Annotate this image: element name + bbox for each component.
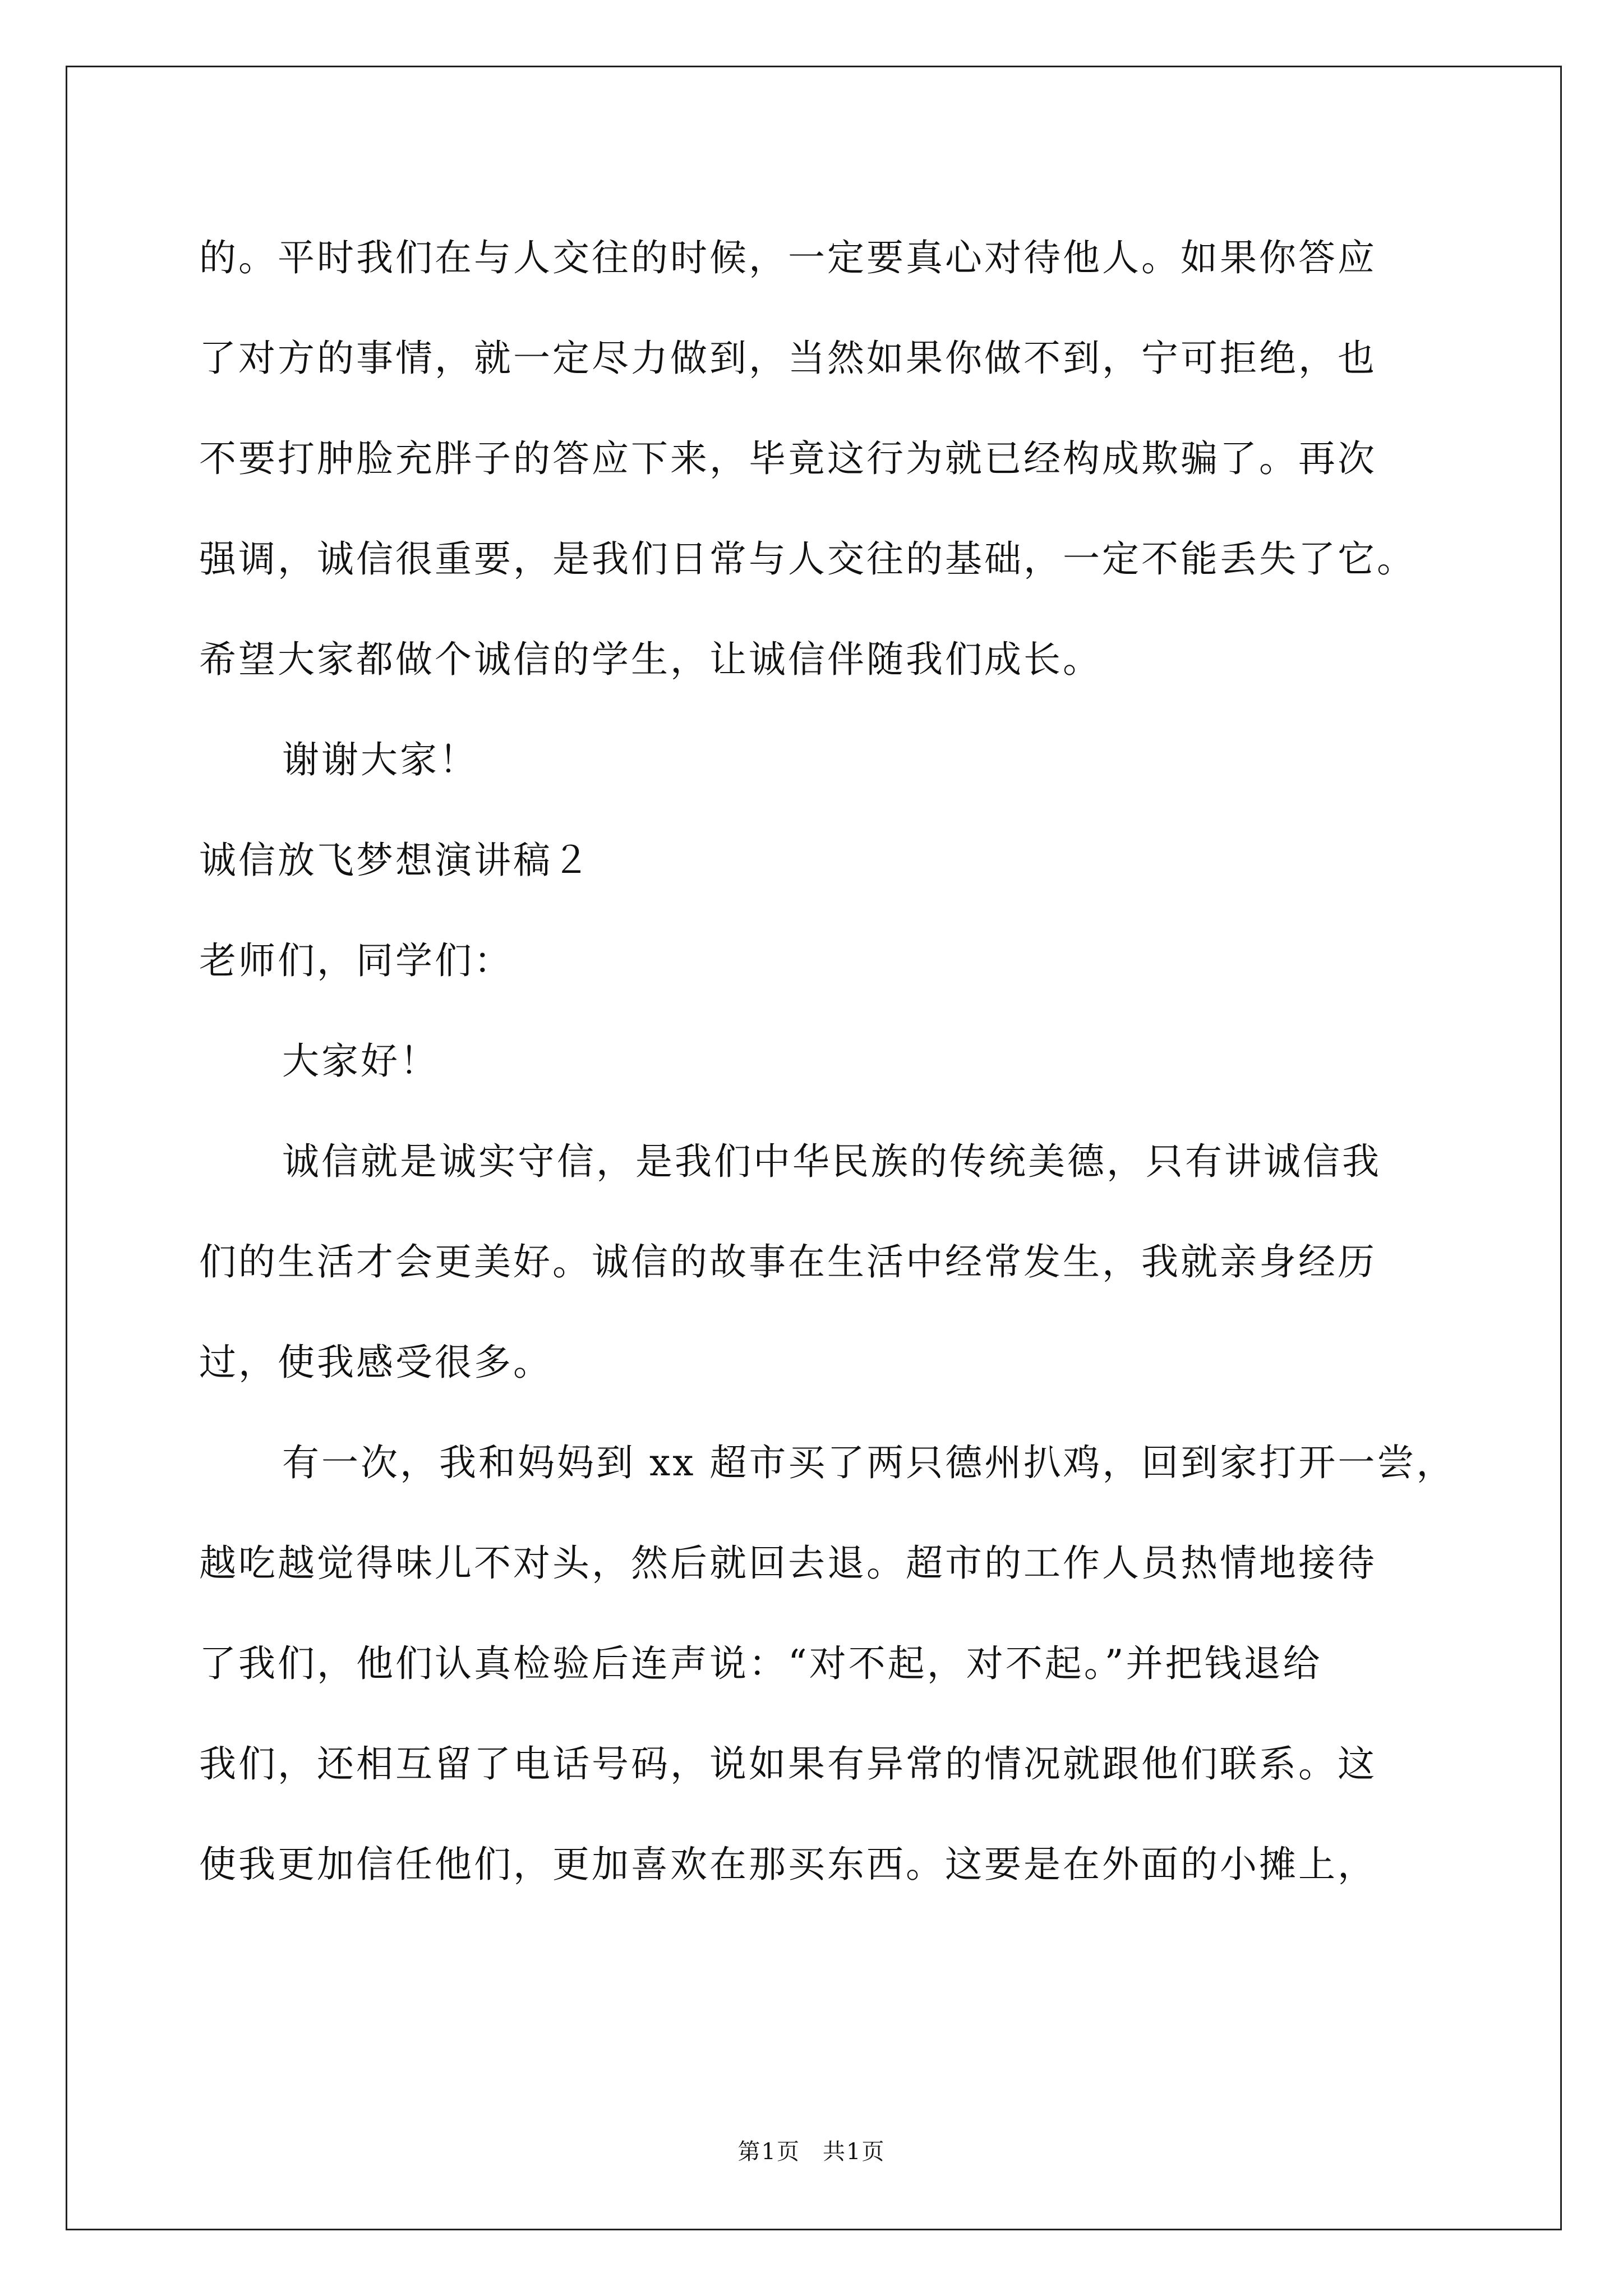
text-line: 了我们，他们认真检验后连声说：“对不起，对不起。”并把钱退给 [199, 1642, 1322, 1685]
text-line: 的。平时我们在与人交往的时候，一定要真心对待他人。如果你答应 [199, 236, 1377, 279]
greeting: 大家好！ [282, 1039, 439, 1083]
text-line: 过，使我感受很多。 [199, 1341, 552, 1384]
text-line: 有一次，我和妈妈到 xx 超市买了两只德州扒鸡，回到家打开一尝， [282, 1441, 1456, 1484]
text-line: 希望大家都做个诚信的学生，让诚信伴随我们成长。 [199, 638, 1102, 681]
text-line: 诚信就是诚实守信，是我们中华民族的传统美德，只有讲诚信我 [282, 1140, 1381, 1183]
text-line: 了对方的事情，就一定尽力做到，当然如果你做不到，宁可拒绝，也 [199, 337, 1377, 380]
page-number: 第1页 [737, 2139, 800, 2165]
text-line: 使我更加信任他们，更加喜欢在那买东西。这要是在外面的小摊上， [199, 1843, 1377, 1886]
closing-thanks: 谢谢大家！ [282, 738, 478, 781]
section-title: 诚信放飞梦想演讲稿２ [199, 839, 592, 882]
page-footer [0, 2135, 1623, 2169]
page-total: 共1页 [823, 2139, 886, 2165]
text-line: 强调，诚信很重要，是我们日常与人交往的基础，一定不能丢失了它。 [199, 537, 1416, 581]
text-line: 不要打肿脸充胖子的答应下来，毕竟这行为就已经构成欺骗了。再次 [199, 437, 1377, 480]
text-line: 们的生活才会更美好。诚信的故事在生活中经常发生，我就亲身经历 [199, 1240, 1377, 1283]
text-line: 越吃越觉得味儿不对头，然后就回去退。超市的工作人员热情地接待 [199, 1542, 1377, 1585]
document-body [199, 208, 1467, 1915]
text-line: 我们，还相互留了电话号码，说如果有异常的情况就跟他们联系。这 [199, 1742, 1377, 1786]
salutation: 老师们，同学们： [199, 939, 513, 982]
